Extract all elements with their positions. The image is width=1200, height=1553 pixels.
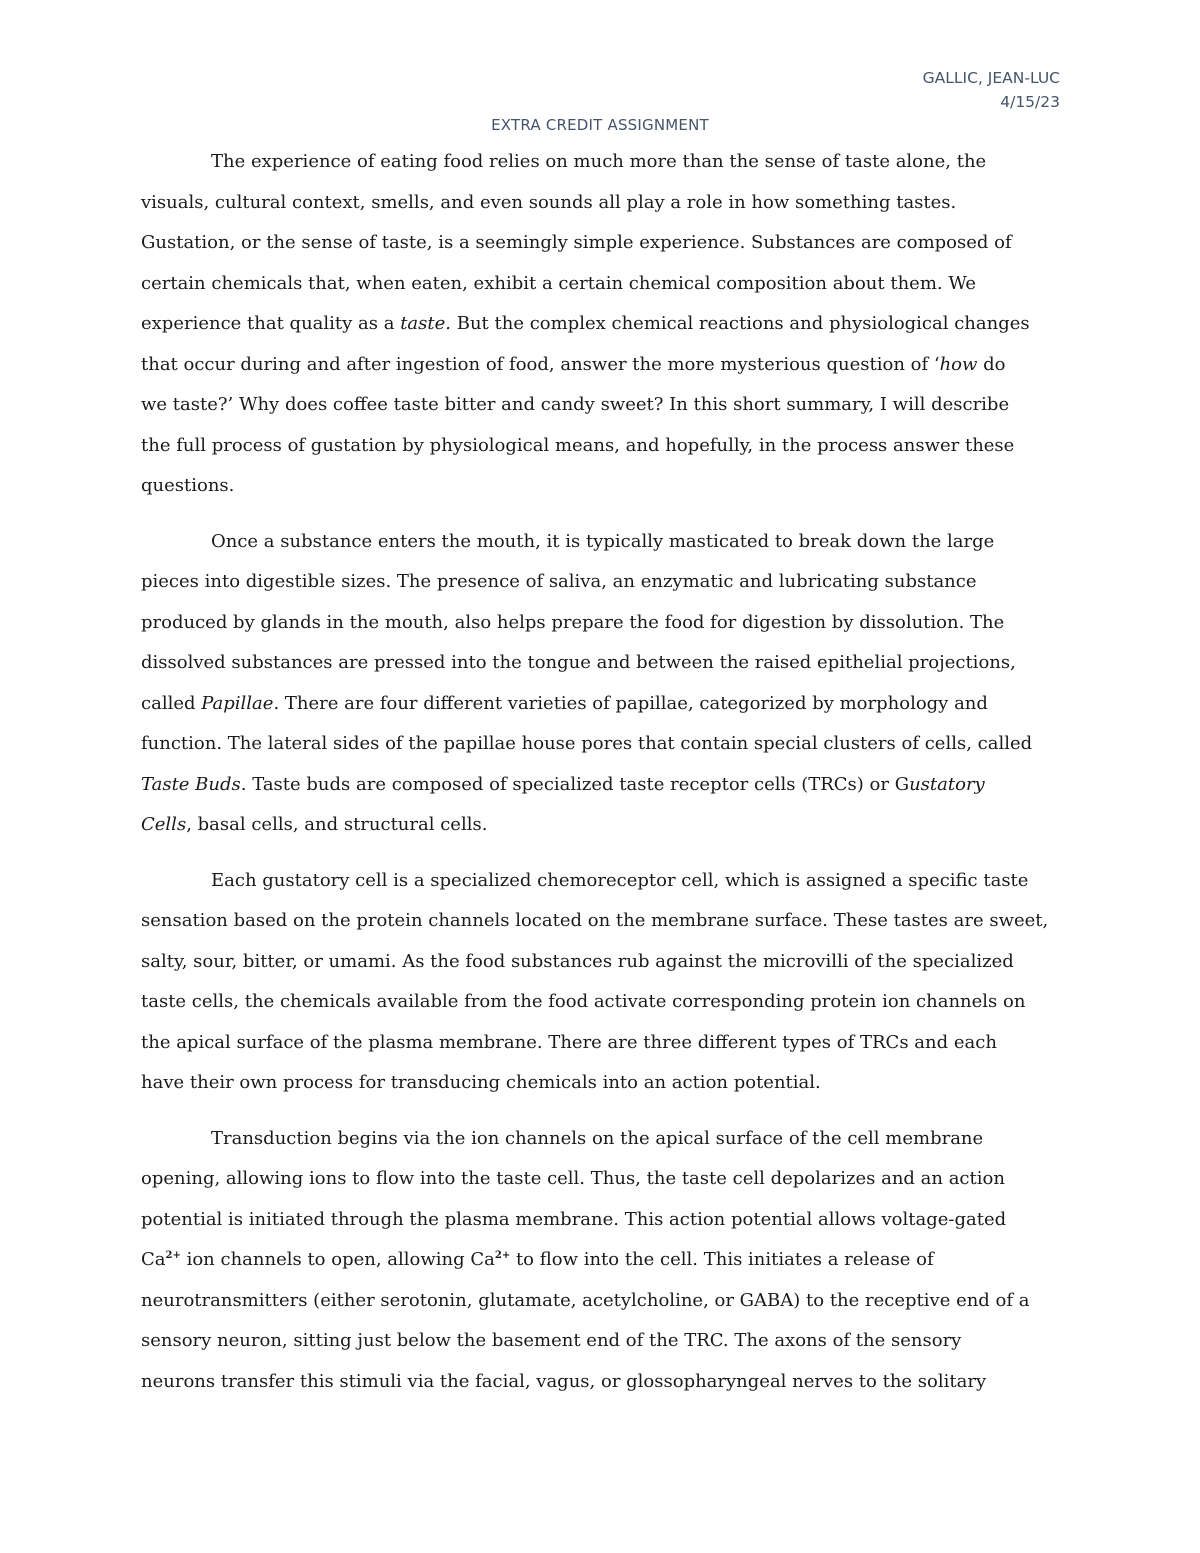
text-line: sensation based on the protein channels located on the membrane surface. These tastes are sweet,	[141, 910, 1049, 931]
document-body	[141, 142, 1059, 1417]
text-line: taste cells, the chemicals available from the food activate corresponding protein ion channels on	[141, 991, 1026, 1012]
text-line: Taste Buds. Taste buds are composed of specialized taste receptor cells (TRCs) or Gustatory	[141, 773, 985, 795]
italic-term: how	[939, 353, 978, 375]
paragraph	[141, 522, 1059, 846]
paragraph	[141, 861, 1059, 1104]
superscript: 2+	[494, 1250, 511, 1261]
text-line: have their own process for transducing chemicals into an action potential.	[141, 1072, 821, 1093]
text-line: the full process of gustation by physiological means, and hopefully, in the process answer these	[141, 434, 1015, 456]
author-name: GALLIC, JEAN-LUC	[922, 69, 1060, 87]
text-line: the apical surface of the plasma membrane. There are three different types of TRCs and each	[141, 1031, 997, 1053]
text-line: called Papillae. There are four different varieties of papillae, categorized by morphology and	[141, 692, 988, 714]
text-line: The experience of eating food relies on much more than the sense of taste alone, the	[211, 151, 987, 172]
document-title: EXTRA CREDIT ASSIGNMENT	[491, 116, 709, 134]
header-date: 4/15/23	[1000, 93, 1060, 111]
text-line: experience that quality as a taste. But the complex chemical reactions and physiological changes	[141, 313, 1030, 334]
italic-term: Taste Buds	[141, 773, 241, 795]
text-line: Gustation, or the sense of taste, is a seemingly simple experience. Substances are composed of	[141, 232, 1012, 253]
text-line: Each gustatory cell is a specialized chemoreceptor cell, which is assigned a specific taste	[211, 869, 1029, 891]
text-line: dissolved substances are pressed into the tongue and between the raised epithelial projections,	[141, 652, 1016, 673]
italic-term: Cells	[141, 814, 187, 835]
text-line: questions.	[141, 475, 235, 496]
text-line: Transduction begins via the ion channels on the apical surface of the cell membrane	[211, 1127, 984, 1149]
italic-term: taste.	[400, 313, 451, 334]
paragraph	[141, 142, 1059, 507]
text-line: Cells, basal cells, and structural cells.	[141, 814, 488, 835]
italic-term: Papillae	[201, 692, 274, 714]
text-line: Once a substance enters the mouth, it is typically masticated to break down the large	[211, 530, 995, 552]
text-line: we taste?’ Why does coffee taste bitter and candy sweet? In this short summary, I will describe	[141, 394, 1010, 415]
text-line: salty, sour, bitter, or umami. As the food substances rub against the microvilli of the specialized	[141, 950, 1014, 972]
text-line: potential is initiated through the plasma membrane. This action potential allows voltage-gated	[141, 1208, 1007, 1230]
text-line: visuals, cultural context, smells, and even sounds all play a role in how something tastes.	[141, 191, 957, 213]
text-line: sensory neuron, sitting just below the basement end of the TRC. The axons of the sensory	[141, 1330, 962, 1351]
text-line: neurons transfer this stimuli via the facial, vagus, or glossopharyngeal nerves to the solitary	[141, 1370, 987, 1392]
page-header	[923, 66, 1060, 114]
text-line: function. The lateral sides of the papillae house pores that contain special clusters of cells, called	[141, 733, 1033, 754]
text-line: produced by glands in the mouth, also helps prepare the food for digestion by dissolution. The	[141, 611, 1005, 633]
text-line: pieces into digestible sizes. The presence of saliva, an enzymatic and lubricating substance	[141, 571, 977, 592]
text-line: $Ca^{2+}$ ion channels to open, allowing $Ca^{2+}$ to flow into the cell. This initiates a release of	[141, 1249, 934, 1270]
text-line: that occur during and after ingestion of food, answer the more mysterious question of ‘how do	[141, 353, 1006, 375]
superscript: 2+	[165, 1250, 181, 1261]
text-line: certain chemicals that, when eaten, exhibit a certain chemical composition about them. We	[141, 272, 977, 294]
text-line: opening, allowing ions to flow into the taste cell. Thus, the taste cell depolarizes and an action	[141, 1168, 1005, 1189]
text-line: neurotransmitters (either serotonin, glutamate, acetylcholine, or GABA) to the receptive end of a	[141, 1289, 1030, 1311]
italic-term: ustatory	[909, 773, 985, 795]
paragraph	[141, 1119, 1059, 1403]
